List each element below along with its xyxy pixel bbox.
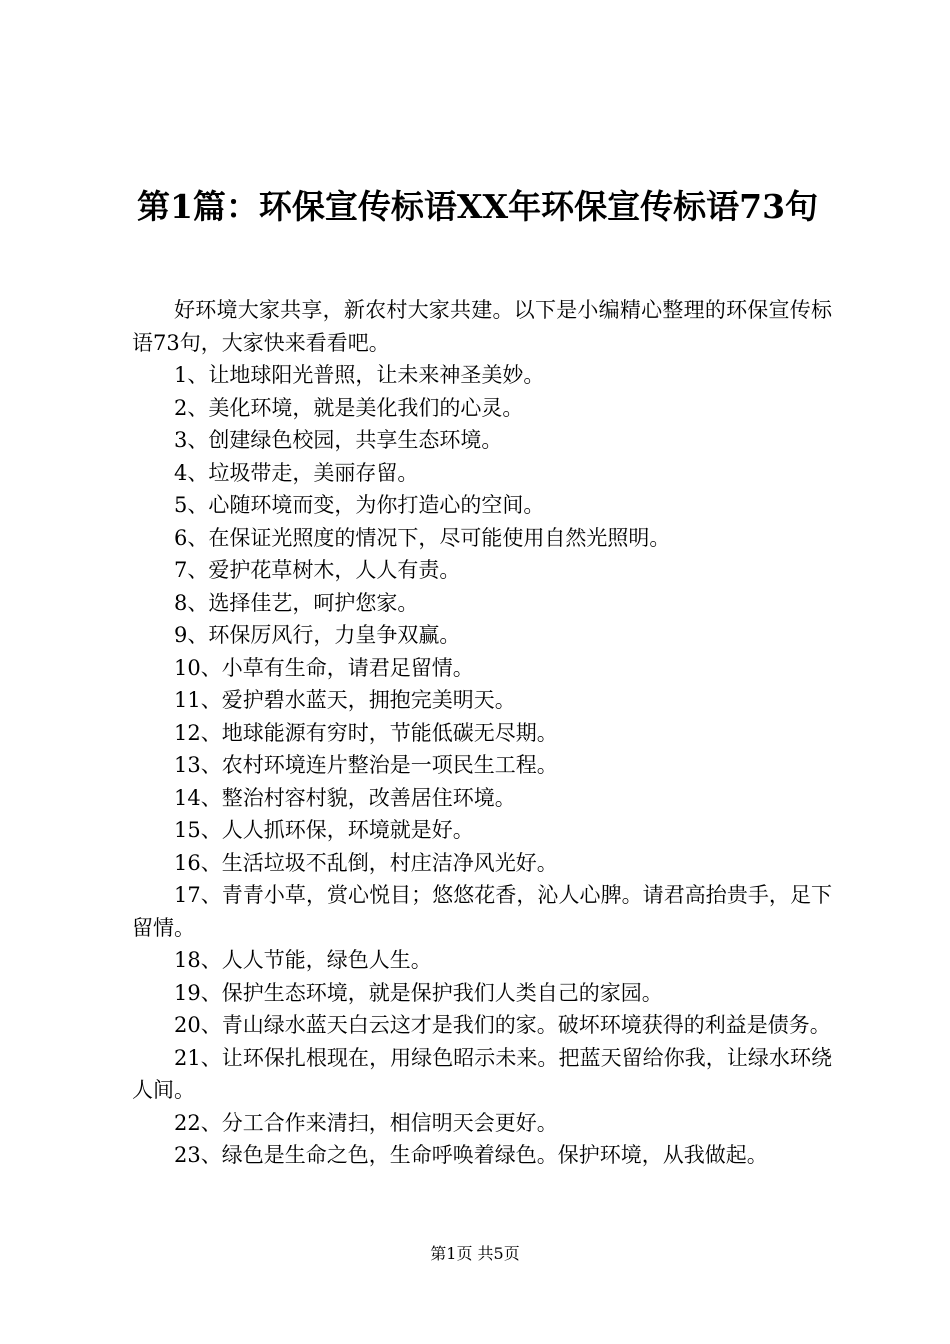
slogan-22: 22、分工合作来清扫，相信明天会更好。: [174, 1110, 558, 1135]
slogan-20: 20、青山绿水蓝天白云这才是我们的家。破坏环境获得的利益是债务。: [174, 1013, 831, 1037]
document-body: [132, 294, 832, 1172]
slogan-12: 12、地球能源有穷时，节能低碳无尽期。: [174, 720, 558, 745]
slogan-4: 4、垃圾带走，美丽存留。: [174, 460, 419, 485]
slogan-13: 13、农村环境连片整治是一项民生工程。: [174, 753, 558, 777]
slogan-17: 17、青青小草，赏心悦目；悠悠花香，沁人心脾。请君高抬贵手，足下留情。: [132, 883, 832, 940]
slogan-10: 10、小草有生命，请君足留情。: [174, 655, 474, 680]
slogan-16: 16、生活垃圾不乱倒，村庄洁净风光好。: [174, 850, 558, 875]
slogan-5: 5、心随环境而变，为你打造心的空间。: [174, 493, 545, 517]
page-footer: 第1页 共5页: [430, 1244, 520, 1263]
slogan-11: 11、爱护碧水蓝天，拥抱完美明天。: [174, 688, 516, 712]
slogan-6: 6、在保证光照度的情况下，尽可能使用自然光照明。: [174, 525, 671, 550]
slogan-3: 3、创建绿色校园，共享生态环境。: [174, 428, 503, 452]
slogan-9: 9、环保厉风行，力皇争双赢。: [174, 623, 461, 647]
slogan-15: 15、人人抓环保，环境就是好。: [174, 818, 474, 842]
slogan-23: 23、绿色是生命之色，生命呼唤着绿色。保护环境，从我做起。: [174, 1143, 768, 1167]
slogan-2: 2、美化环境，就是美化我们的心灵。: [174, 395, 524, 420]
slogan-21: 21、让环保扎根现在，用绿色昭示未来。把蓝天留给你我，让绿水环绕人间。: [132, 1045, 832, 1102]
paragraph-intro: 好环境大家共享，新农村大家共建。以下是小编精心整理的环保宣传标语73句，大家快来看看吧。: [132, 298, 832, 355]
slogan-7: 7、爱护花草树木，人人有责。: [174, 558, 461, 582]
slogan-8: 8、选择佳艺，呵护您家。: [174, 590, 419, 615]
document-title: 第1篇：环保宣传标语XX年环保宣传标语73句: [136, 187, 819, 226]
slogan-19: 19、保护生态环境，就是保护我们人类自己的家园。: [174, 980, 663, 1005]
slogan-1: 1、让地球阳光普照，让未来神圣美妙。: [174, 363, 545, 387]
slogan-14: 14、整治村容村貌，改善居住环境。: [174, 785, 516, 810]
slogan-18: 18、人人节能，绿色人生。: [174, 948, 432, 972]
